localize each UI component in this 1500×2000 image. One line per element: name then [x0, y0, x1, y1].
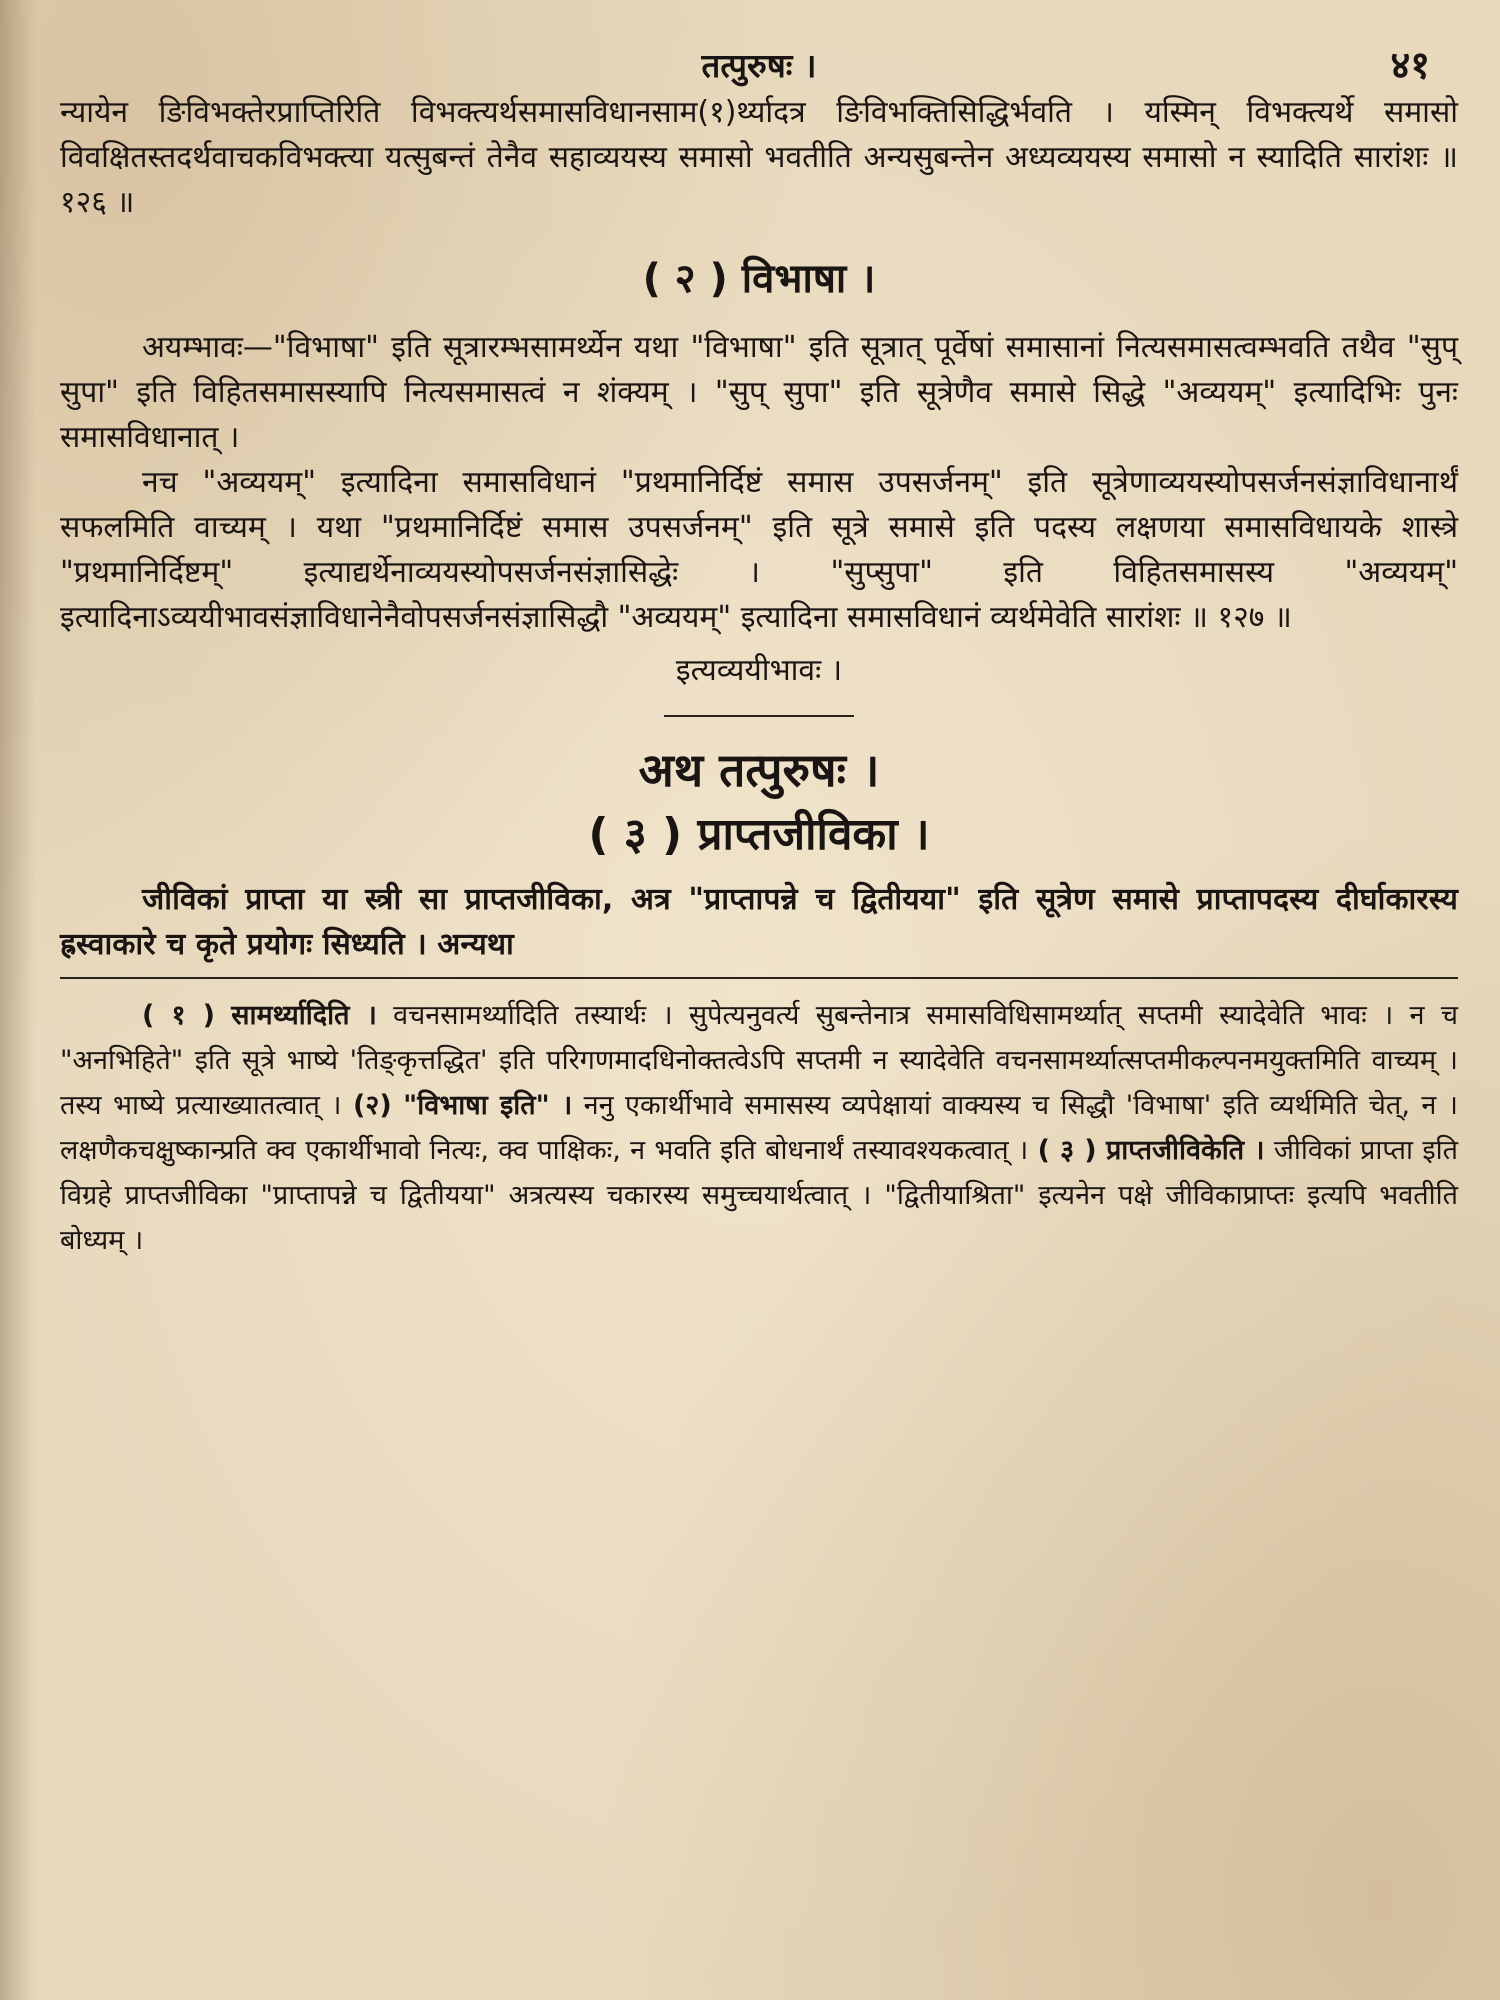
footnote-3-lemma: प्राप्तजीविकेति । [1105, 1135, 1265, 1166]
footnote-1-lemma: सामर्थ्यादिति । [231, 1000, 377, 1031]
footnotes-block [60, 993, 1458, 1263]
paragraph-praptajivika: जीविकां प्राप्ता या स्त्री सा प्राप्तजीविका, अत्र "प्राप्तापन्ने च द्वितीयया" इति सूत्रेण समासे प्राप्तापदस्य दीर्घाकारस्य ह्रस्वाकारे च कृते प्रयोगः सिध्यति । अन्यथा [60, 882, 1458, 962]
footnote-2-text: ननु एकार्थीभावे समासस्य व्यपेक्षायां वाक्यस्य च सिद्धौ 'विभाषा' इति व्यर्थमिति चेत्, न । लक्षणैकचक्षुष्कान्प्रति क्व एकार्थीभावो नित्यः, क्व पाक्षिकः, न भवति इति बोधनार्थं तस्यावश्यकत्वात् । [60, 1090, 1458, 1166]
running-head-title: तत्पुरुषः । [701, 46, 817, 85]
section-heading-vibhasha: ( २ ) विभाषा । [642, 256, 876, 302]
paragraph-sutra-126: न्यायेन ङिविभक्तेरप्राप्तिरिति विभक्त्यर्थसमासविधानसाम(१)र्थ्यादत्र ङिविभक्तिसिद्धिर्भवति । यस्मिन् विभक्त्यर्थे समासो विवक्षितस्तदर्थवाचकविभक्त्या यत्सुबन्तं तेनैव सहाव्ययस्य समासो भवतीति अन्यसुबन्तेन अध्यव्ययस्य समासो न स्यादिति सारांशः ॥ १२६ ॥ [60, 95, 1458, 220]
page-number: ४१ [1390, 43, 1430, 87]
sub-heading-praptajivika: ( ३ ) प्राप्तजीविका । [588, 809, 930, 860]
running-header [60, 30, 1458, 90]
page-edge-shadow [0, 0, 36, 2000]
footnote-3-marker: ( ३ ) [1037, 1135, 1097, 1166]
paragraph-explanation: अयम्भावः—"विभाषा" इति सूत्रारम्भसामर्थ्येन यथा "विभाषा" इति सूत्रात् पूर्वेषां समासानां नित्यसमासत्वम्भवति तथैव "सुप् सुपा" इति विहितसमासस्यापि नित्यसमासत्वं न शंक्यम् । "सुप् सुपा" इति सूत्रेणैव समासे सिद्धे "अव्ययम्" इत्यादिभिः पुनः समासविधानात् । [60, 330, 1458, 455]
footnote-2-lemma: "विभाषा इति" । [403, 1090, 573, 1121]
section-divider [664, 715, 854, 717]
paragraph-sutra-127: नच "अव्ययम्" इत्यादिना समासविधानं "प्रथमानिर्दिष्टं समास उपसर्जनम्" इति सूत्रेणाव्ययस्योपसर्जनसंज्ञाविधानार्थं सफलमिति वाच्यम् । यथा "प्रथमानिर्दिष्टं समास उपसर्जनम्" इति सूत्रे समासे इति पदस्य लक्षणया समासविधायके शास्त्रे "प्रथमानिर्दिष्टम्" इत्याद्यर्थेनाव्ययस्योपसर्जनसंज्ञासिद्धेः । "सुप्सुपा" इति विहितसमासस्य "अव्ययम्" इत्यादिनाऽव्ययीभावसंज्ञाविधानेनैवोपसर्जनसंज्ञासिद्धौ "अव्ययम्" इत्यादिना समासविधानं व्यर्थमेवेति सारांशः ॥ १२७ ॥ [60, 465, 1458, 635]
chapter-closing-line: इत्यव्ययीभावः । [675, 653, 843, 688]
footnote-3-text: जीविकां प्राप्ता इति विग्रहे प्राप्तजीविका "प्राप्तापन्ने च द्वितीयया" अत्रत्यस्य चकारस्य समुच्चयार्थत्वात् । "द्वितीयाश्रिता" इत्यनेन पक्षे जीविकाप्राप्तः इत्यपि भवतीति बोध्यम् । [60, 1135, 1458, 1256]
chapter-heading: अथ तत्पुरुषः । [638, 743, 880, 797]
footnote-1-text: वचनसामर्थ्यादिति तस्यार्थः । सुपेत्यनुवर्त्य सुबन्तेनात्र समासविधिसामर्थ्यात् सप्तमी स्यादेवेति भावः । न च "अनभिहिते" इति सूत्रे भाष्ये 'तिङ्कृत्तद्धित' इति परिगणमादधिनोक्तत्वेऽपि सप्तमी न स्यादेवेति वचनसामर्थ्यात्सप्तमीकल्पनमयुक्तमिति वाच्यम् । तस्य भाष्ये प्रत्याख्यातत्वात् । [60, 1000, 1458, 1121]
footnote-2-marker: (२) [352, 1090, 392, 1121]
footnote-divider [60, 977, 1458, 979]
footnote-1-marker: ( १ ) [142, 1000, 215, 1031]
